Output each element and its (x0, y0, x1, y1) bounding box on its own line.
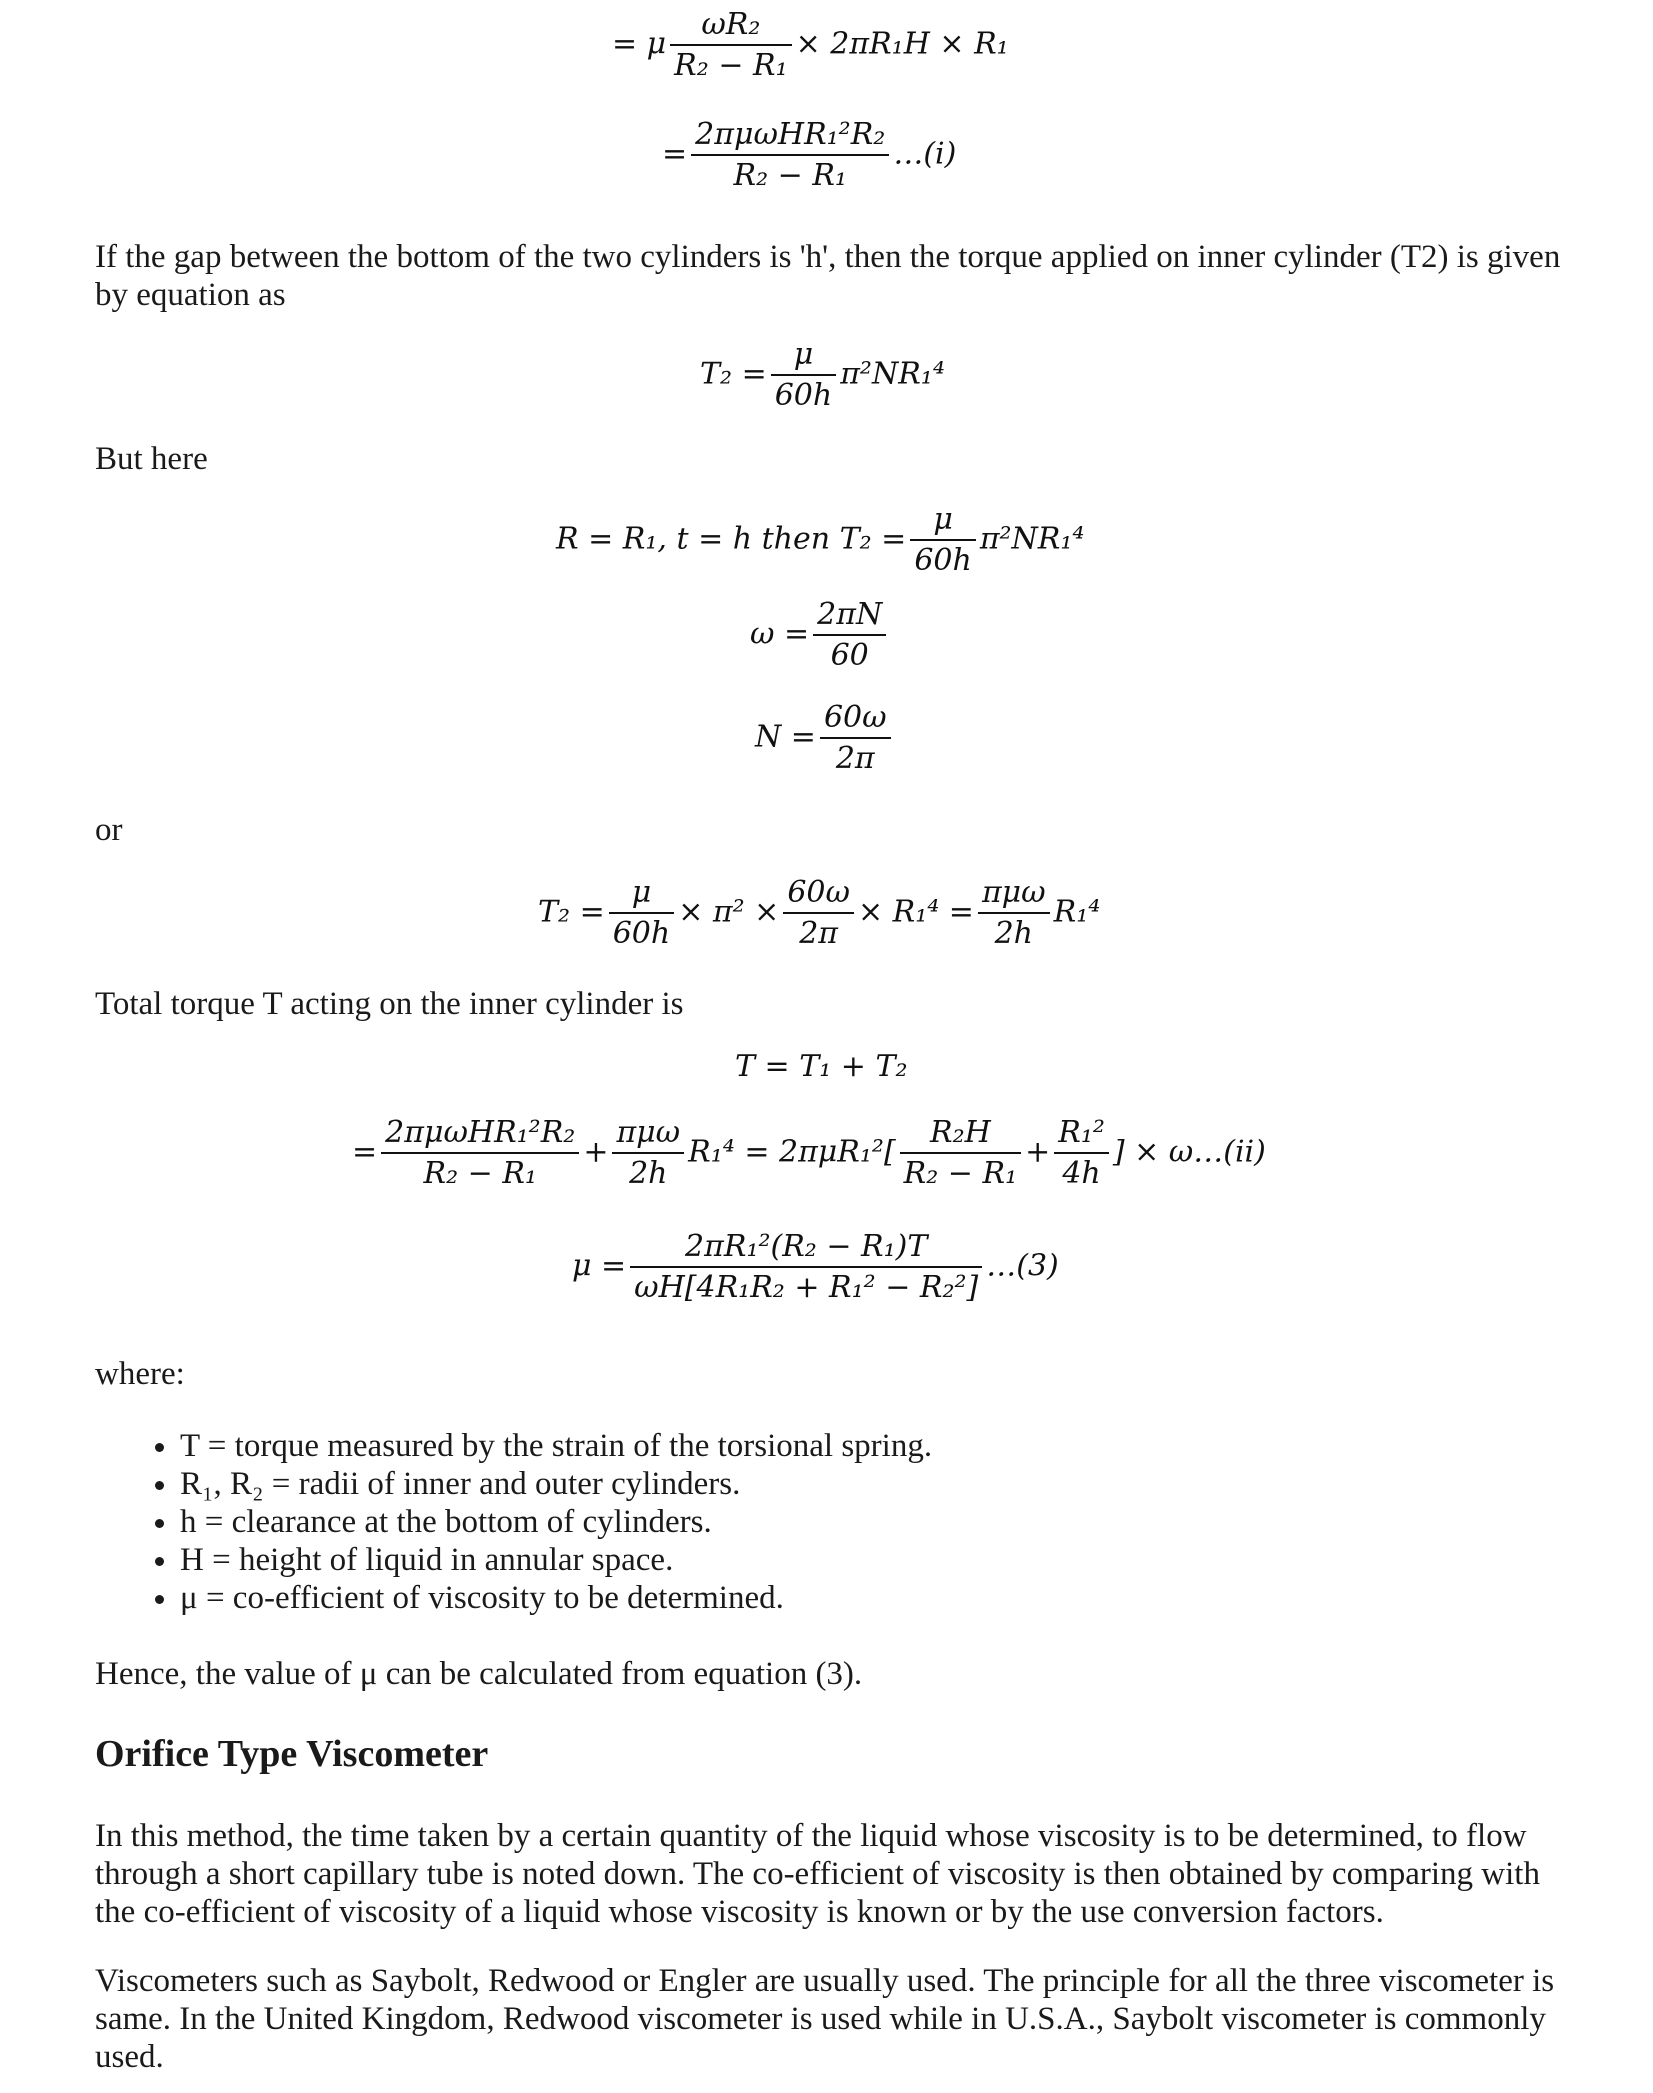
list-item: • T = torque measured by the strain of the torsional spring. (180, 1427, 932, 1465)
equation-ii (352, 1115, 1266, 1191)
fraction (783, 875, 854, 951)
eq-lhs: N = (755, 719, 816, 755)
numerator: μ (609, 878, 675, 914)
denominator: 2π (799, 916, 839, 951)
fraction (978, 875, 1050, 951)
eq-lhs: = (352, 1134, 378, 1170)
where-label: where: (95, 1356, 185, 1392)
gap-intro-paragraph: If the gap between the bottom of the two cylinders is 'h', then the torque applied on inner cylinder (T2) is given by equation as (95, 239, 1561, 313)
denominator: 60h (612, 916, 671, 951)
denominator: ωH[4R₁R₂ + R₁² − R₂²] (634, 1270, 979, 1305)
fraction (609, 875, 675, 951)
eq-mid: + (583, 1134, 609, 1170)
fraction (691, 117, 889, 193)
equation-tag: …(i) (893, 136, 957, 172)
eq-mid: R₁⁴ = 2πμR₁²[ (688, 1134, 896, 1170)
numerator: R₁² (1054, 1118, 1109, 1154)
denominator: 4h (1062, 1156, 1101, 1191)
equation-total-torque: T = T₁ + T₂ (735, 1049, 908, 1084)
denominator: R₂ − R₁ (903, 1156, 1018, 1191)
equation-t2 (700, 337, 945, 413)
eq-lhs: μ = (572, 1248, 627, 1284)
eq-rest: ] × ω…(ii) (1112, 1134, 1266, 1170)
eq-lhs: = μ (612, 26, 667, 62)
total-torque-label: Total torque T acting on the inner cylinder is (95, 986, 684, 1022)
numerator: πμω (978, 878, 1050, 914)
numerator: 60ω (820, 703, 891, 739)
eq-lhs: R = R₁, t = h then T₂ = (556, 521, 907, 557)
denominator: 60 (830, 638, 869, 673)
list-item: • μ = co-efficient of viscosity to be determined. (180, 1579, 932, 1617)
eq-mid: + (1025, 1134, 1051, 1170)
or-label: or (95, 812, 123, 848)
orifice-paragraph-1: In this method, the time taken by a certain quantity of the liquid whose viscosity is to be determined, to flow through a short capillary tube is noted down. The co-efficient of viscosity is then obtained by comparing with the co-efficient of viscosity of a liquid whose viscosity is known or by the use conversion factors. (95, 1818, 1540, 1930)
denominator: 2h (994, 916, 1033, 951)
numerator: μ (771, 340, 837, 376)
equation-tag: …(3) (986, 1248, 1059, 1284)
equation-substitution (556, 502, 1085, 578)
list-item: • H = height of liquid in annular space. (180, 1541, 932, 1579)
numerator: 60ω (783, 878, 854, 914)
fraction (813, 597, 886, 673)
denominator: R₂ − R₁ (423, 1156, 537, 1191)
conclusion-text: Hence, the value of μ can be calculated from equation (3). (95, 1656, 863, 1692)
numerator: μ (910, 505, 976, 541)
fraction (910, 502, 976, 578)
fraction (612, 1115, 684, 1191)
fraction (1054, 1115, 1109, 1191)
equation-i (662, 117, 957, 193)
fraction (771, 337, 837, 413)
eq-lhs: T₂ = (700, 356, 767, 392)
but-here-label: But here (95, 441, 208, 477)
equation-3 (572, 1229, 1059, 1305)
list-item: • h = clearance at the bottom of cylinders. (180, 1503, 932, 1541)
fraction (670, 7, 791, 83)
numerator: 2πR₁²(R₂ − R₁)T (630, 1232, 982, 1268)
list-item: • R₁, R₂ = radii of inner and outer cylinders. (180, 1465, 932, 1503)
orifice-paragraph-2: Viscometers such as Saybolt, Redwood or Engler are usually used. The principle for all the three viscometer is same. In the United Kingdom, Redwood viscometer is used while in U.S.A., Saybolt viscometer is commonly used. (95, 1963, 1555, 2075)
numerator: 2πμωHR₁²R₂ (691, 120, 889, 156)
fraction (820, 700, 891, 776)
denominator: R₂ − R₁ (674, 48, 788, 83)
denominator: 2h (629, 1156, 668, 1191)
numerator: R₂H (900, 1118, 1021, 1154)
fraction (630, 1229, 982, 1305)
section-heading: Orifice Type Viscometer (95, 1733, 489, 1775)
eq-lhs: = (662, 136, 688, 172)
equation-t2-expanded (538, 875, 1101, 951)
numerator: 2πN (813, 600, 886, 636)
equation-n (755, 700, 895, 776)
fraction (381, 1115, 579, 1191)
eq-rest: R₁⁴ (1053, 894, 1101, 930)
eq-rest: π²NR₁⁴ (840, 356, 945, 392)
eq-lhs: ω = (750, 616, 810, 652)
denominator: 60h (914, 543, 972, 578)
eq-rest: π²NR₁⁴ (979, 521, 1085, 557)
fraction (900, 1115, 1021, 1191)
eq-mid: × R₁⁴ = (857, 894, 974, 930)
numerator: 2πμωHR₁²R₂ (381, 1118, 579, 1154)
definitions-list (142, 1427, 932, 1617)
numerator: πμω (612, 1118, 684, 1154)
eq-mid: × π² × (678, 894, 780, 930)
eq-rest: × 2πR₁H × R₁ (795, 26, 1009, 62)
denominator: R₂ − R₁ (733, 158, 847, 193)
equation-omega (750, 597, 890, 673)
denominator: 2π (835, 741, 875, 776)
equation-torque-t1-step (612, 7, 1009, 83)
numerator: ωR₂ (670, 10, 791, 46)
denominator: 60h (774, 378, 833, 413)
eq-lhs: T₂ = (538, 894, 605, 930)
